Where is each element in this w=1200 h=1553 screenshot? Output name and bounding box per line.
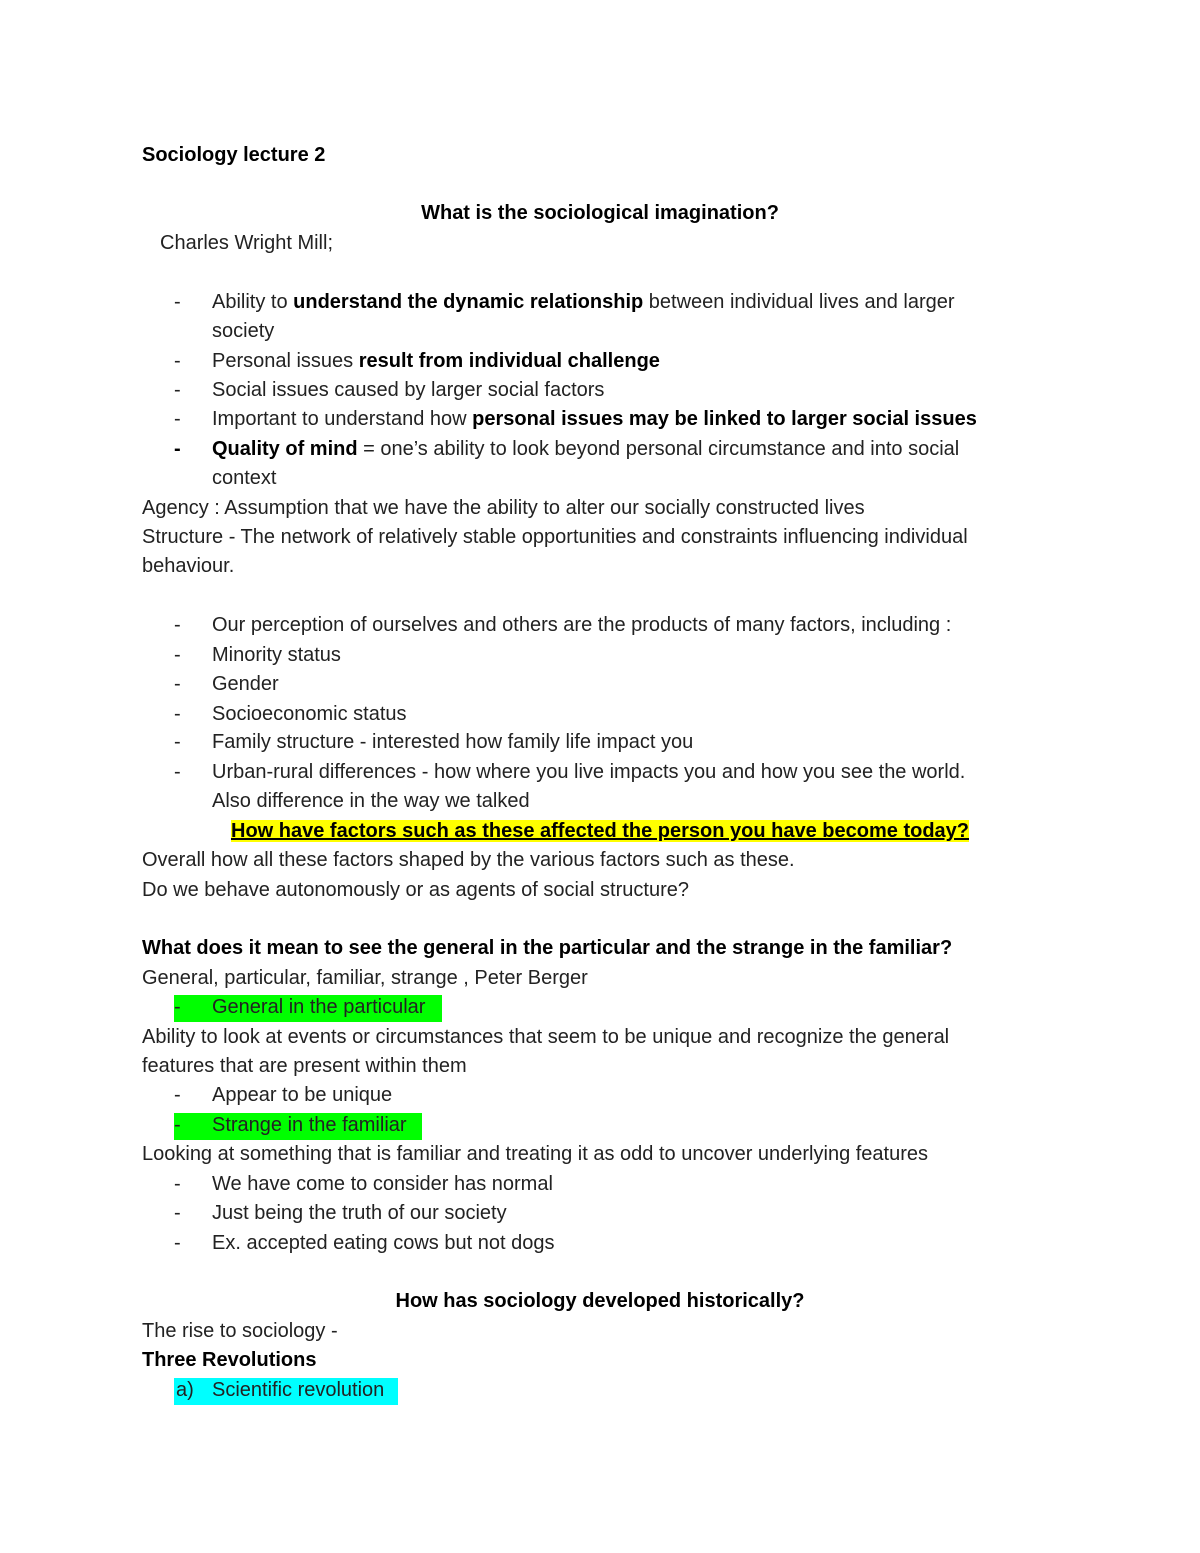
bullet-marker: - — [174, 703, 181, 725]
bullet-quality-of-mind — [212, 435, 959, 464]
bullet-marker: - — [174, 379, 181, 401]
three-revolutions-heading: Three Revolutions — [142, 1349, 317, 1371]
section-heading-general-particular: What does it mean to see the general in the particular and the strange in the familiar? — [142, 937, 953, 959]
strange-point: Just being the truth of our society — [212, 1202, 507, 1224]
text-run: Ability to — [212, 291, 294, 313]
factor-item-continuation: Also difference in the way we talked — [212, 790, 530, 812]
author-line: Charles Wright Mill; — [160, 232, 333, 254]
bullet-marker: - — [174, 1084, 181, 1106]
section-heading-history: How has sociology developed historically? — [395, 1290, 805, 1312]
factor-item: Socioeconomic status — [212, 703, 407, 725]
text-run: = one’s ability to look beyond personal circumstance and into social — [357, 438, 960, 460]
text-run: Important to understand how — [212, 408, 473, 430]
bullet-continuation: context — [212, 467, 277, 489]
factor-item: Gender — [212, 673, 279, 695]
bullet-linked-issues — [212, 405, 977, 434]
autonomy-question: Do we behave autonomously or as agents of social structure? — [142, 879, 689, 901]
list-marker-a: a) — [176, 1379, 194, 1401]
highlighted-question: How have factors such as these affected the person you have become today? — [231, 820, 969, 842]
structure-definition-cont: behaviour. — [142, 555, 235, 577]
bold-run: understand the dynamic relationship — [293, 291, 644, 313]
doc-title: Sociology lecture 2 — [142, 144, 326, 166]
bullet-dynamic-relationship — [212, 288, 955, 317]
strange-point: Ex. accepted eating cows but not dogs — [212, 1232, 555, 1254]
bullet-marker: - — [174, 291, 181, 313]
overall-note: Overall how all these factors shaped by the various factors such as these. — [142, 849, 795, 871]
bullet-marker: - — [174, 1173, 181, 1195]
general-point: Appear to be unique — [212, 1084, 393, 1106]
bold-run: Quality of mind — [212, 438, 358, 460]
text-run: Personal issues — [212, 350, 359, 372]
highlight-strange-in-familiar: Strange in the familiar — [212, 1114, 407, 1136]
text-run: between individual lives and larger — [643, 291, 955, 313]
factor-item: Our perception of ourselves and others are the products of many factors, including : — [212, 614, 952, 636]
strange-definition: Looking at something that is familiar and treating it as odd to uncover underlying features — [142, 1143, 929, 1165]
strange-point: We have come to consider has normal — [212, 1173, 553, 1195]
bullet-marker: - — [174, 350, 181, 372]
bullet-marker: - — [174, 644, 181, 666]
bullet-marker: - — [174, 408, 181, 430]
general-definition-cont: features that are present within them — [142, 1055, 467, 1077]
bullet-marker: - — [174, 673, 181, 695]
bullet-marker: - — [174, 438, 181, 460]
highlight-general-in-particular: General in the particular — [212, 996, 426, 1018]
bullet-marker: - — [174, 996, 181, 1018]
factor-item: Minority status — [212, 644, 341, 666]
bullet-continuation: society — [212, 320, 275, 342]
factor-item: Family structure - interested how family life impact you — [212, 731, 694, 753]
structure-definition: Structure - The network of relatively stable opportunities and constraints influencing individual — [142, 526, 968, 548]
agency-definition: Agency : Assumption that we have the ability to alter our socially constructed lives — [142, 497, 865, 519]
bullet-social-issues: Social issues caused by larger social factors — [212, 379, 605, 401]
general-definition: Ability to look at events or circumstances that seem to be unique and recognize the general — [142, 1026, 950, 1048]
factor-item: Urban-rural differences - how where you live impacts you and how you see the world. — [212, 761, 966, 783]
scientific-revolution-item: Scientific revolution — [212, 1379, 385, 1401]
bold-run: result from individual challenge — [358, 350, 660, 372]
highlighted-question-row — [0, 817, 1200, 846]
bold-run: personal issues may be linked to larger social issues — [472, 408, 977, 430]
section-intro: General, particular, familiar, strange , Peter Berger — [142, 967, 588, 989]
bullet-personal-issues — [212, 347, 660, 376]
rise-of-sociology: The rise to sociology - — [142, 1320, 338, 1342]
bullet-marker: - — [174, 614, 181, 636]
bullet-marker: - — [174, 1232, 181, 1254]
bullet-marker: - — [174, 731, 181, 753]
bullet-marker: - — [174, 1114, 181, 1136]
bullet-marker: - — [174, 1202, 181, 1224]
section-heading-imagination: What is the sociological imagination? — [421, 202, 779, 224]
bullet-marker: - — [174, 761, 181, 783]
